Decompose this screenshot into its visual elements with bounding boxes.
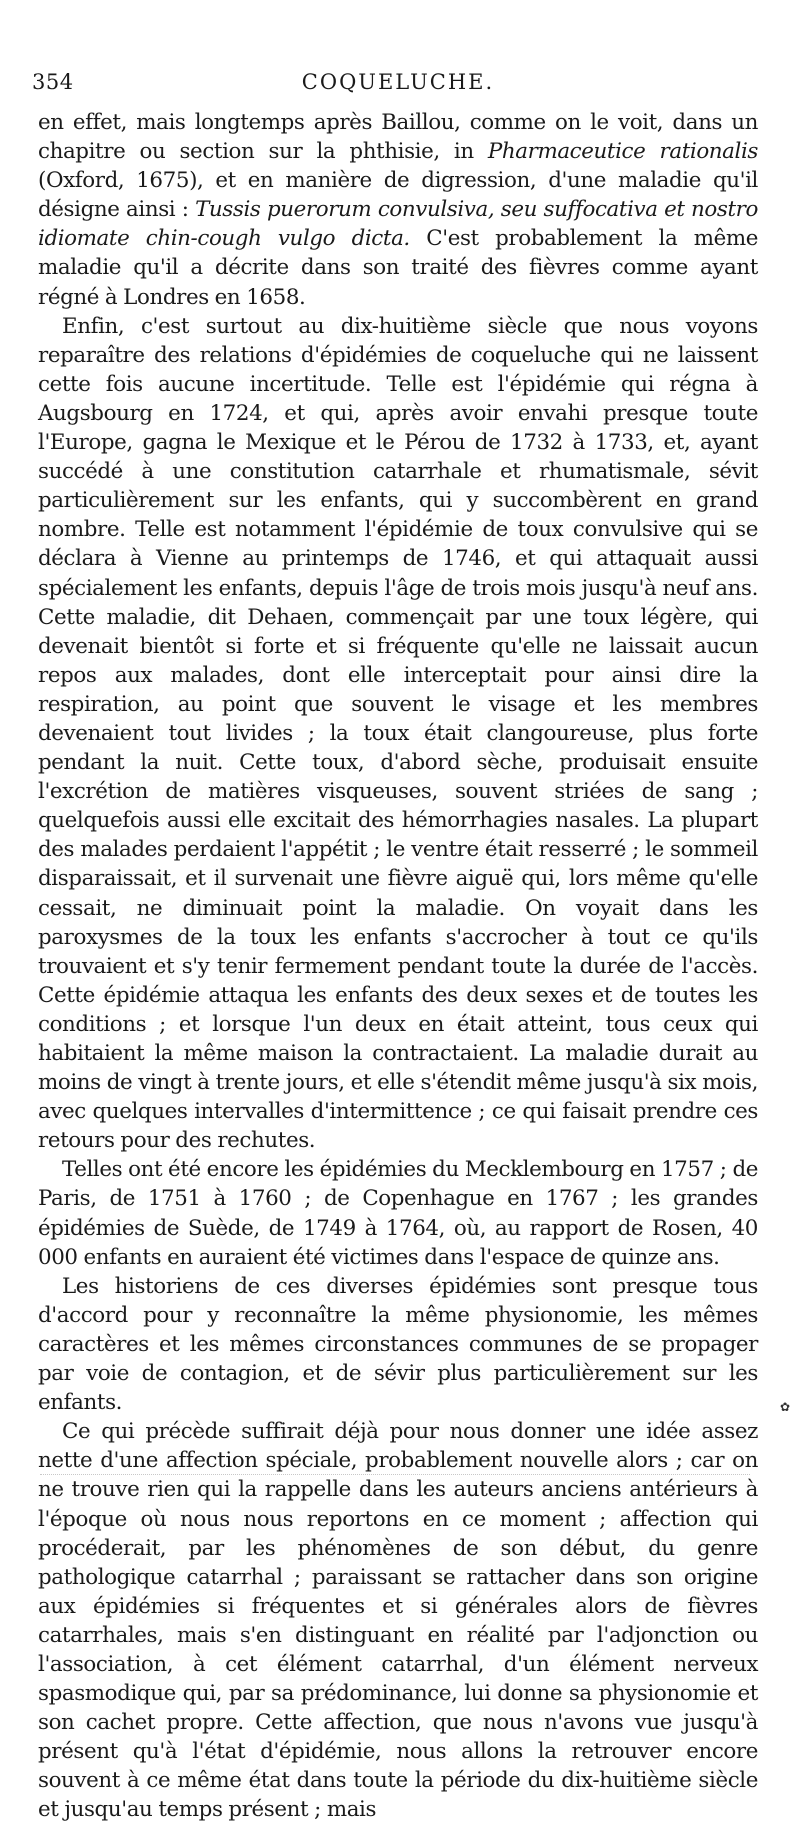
page-header <box>32 70 758 108</box>
paragraph-2: Enfin, c'est surtout au dix-huitième siècle que nous voyons reparaître des relations d'épidémies de coqueluche qui ne laissent cette fois aucune incertitude. Telle est l'épidémie qui régna à Augsbourg en 1724, et qui, après avoir envahi presque toute l'Europe, gagna le Mexique et le Pérou de 1732 à 1733, et, ayant succédé à une constitution catarrhale et rhumatismale, sévit particulièrement sur les enfants, qui y succombèrent en grand nombre. Telle est notamment l'épidémie de toux convulsive qui se déclara à Vienne au printemps de 1746, et qui attaquait aussi spécialement les enfants, depuis l'âge de trois mois jusqu'à neuf ans. Cette maladie, dit Dehaen, commençait par une toux légère, qui devenait bientôt si forte et si fréquente qu'elle ne laissait aucun repos aux malades, dont elle interceptait pour ainsi dire la respiration, au point que souvent le visage et les membres devenaient tout livides ; la toux était clangoureuse, plus forte pendant la nuit. Cette toux, d'abord sèche, produisait ensuite l'excrétion de matières visqueuses, souvent striées de sang ; quelquefois aussi elle excitait des hémorrhagies nasales. La plupart des malades perdaient l'appétit ; le ventre était resserré ; le sommeil disparaissait, et il survenait une fièvre aiguë qui, lors même qu'elle cessait, ne diminuait point la maladie. On voyait dans les paroxysmes de la toux les enfants s'accrocher à tout ce qu'ils trouvaient et s'y tenir fermement pendant toute la durée de l'accès. Cette épidémie attaqua les enfants des deux sexes et de toutes les conditions ; et lorsque l'un deux en était atteint, tous ceux qui habitaient la même maison la contractaient. La maladie durait au moins de vingt à trente jours, et elle s'étendit même jusqu'à six mois, avec quelques intervalles d'intermittence ; ce qui faisait prendre ces retours pour des rechutes. <box>38 313 758 1154</box>
paragraph-1-text-a: en effet, mais longtemps après Baillou, comme on le voit, dans un chapitre ou section sur la phthisie, in <box>38 110 758 165</box>
page-body <box>38 108 758 1825</box>
margin-mark-icon: ✿ <box>780 1400 791 1414</box>
book-page <box>32 70 758 1825</box>
italic-title: Pharmaceutice rationalis <box>487 139 758 165</box>
paragraph-1-text-b: (Oxford, 1675), et en manière de digression, d'une maladie qu'il désigne ainsi : <box>38 168 758 223</box>
paragraph-5: Ce qui précède suffirait déjà pour nous donner une idée assez nette d'une affection spéciale, probablement nouvelle alors ; car on ne trouve rien qui la rappelle dans les auteurs anciens antérieurs à l'époque où nous nous reportons en ce moment ; affection qui procéderait, par les phénomènes de son début, du genre pathologique catarrhal ; paraissant se rattacher dans son origine aux épidémies si fréquentes et si générales alors de fièvres catarrhales, mais s'en distinguant en réalité par l'adjonction ou l'association, à cet élément catarrhal, d'un élément nerveux spasmodique qui, par sa prédominance, lui donne sa physionomie et son cachet propre. Cette affection, que nous n'avons vue jusqu'à présent qu'à l'état d'épidémie, nous allons la retrouver encore souvent à ce même état dans toute la période du dix-huitième siècle et jusqu'au temps présent ; mais <box>38 1419 758 1823</box>
paragraph-1-text-c: C'est probablement la même maladie qu'il a décrite dans son traité des fièvres comme ayant régné à Londres en 1658. <box>38 226 758 310</box>
paragraph-4: Les historiens de ces diverses épidémies sont presque tous d'accord pour y reconnaître la même physionomie, les mêmes caractères et les mêmes circonstances communes de se propager par voie de contagion, et de sévir plus particulièrement sur les enfants. <box>38 1273 758 1416</box>
paragraph-3: Telles ont été encore les épidémies du Mecklembourg en 1757 ; de Paris, de 1751 à 1760 ; de Copenhague en 1767 ; les grandes épidémies de Suède, de 1749 à 1764, où, au rapport de Rosen, 40 000 enfants en auraient été victimes dans l'espace de quinze ans. <box>38 1157 758 1270</box>
paragraph-1 <box>38 108 758 312</box>
running-title: COQUELUCHE. <box>301 70 495 94</box>
page-number: 354 <box>32 70 74 94</box>
italic-quotation: Tussis puerorum convulsiva, seu suffocativa et nostro idiomate chin-cough vulgo dicta. <box>38 197 758 252</box>
footer-dotted-rule <box>40 1474 750 1475</box>
